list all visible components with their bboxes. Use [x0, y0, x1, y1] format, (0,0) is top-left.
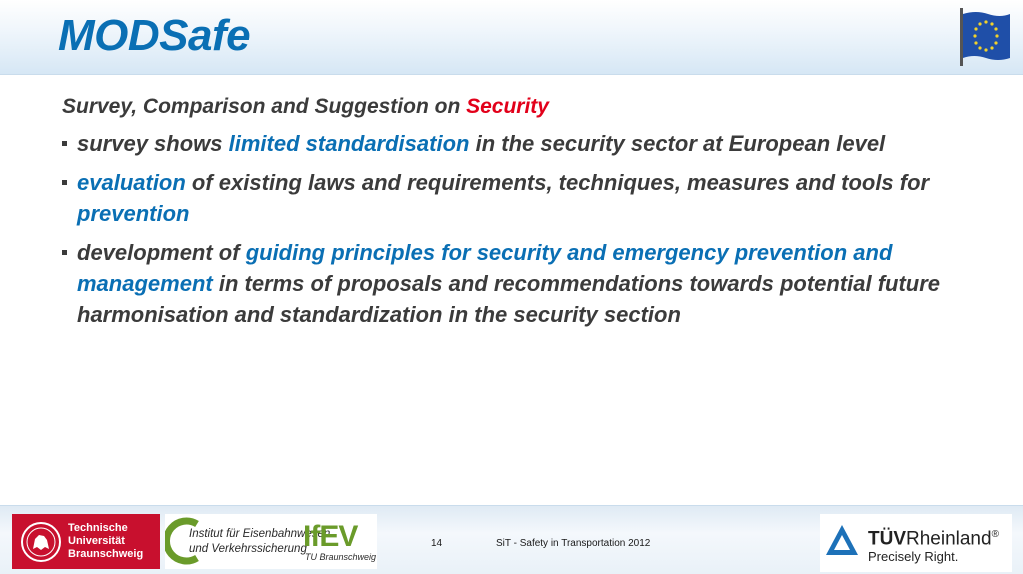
tuv-brand-name — [868, 523, 999, 551]
page-number: 14 — [431, 538, 443, 549]
tuv-triangle-icon — [824, 523, 860, 559]
ifev-logo — [165, 514, 377, 569]
bullet-square-icon — [62, 250, 67, 255]
tuv-name-rest: Rheinland — [906, 528, 992, 550]
tuv-name-bold: TÜV — [868, 528, 906, 550]
slide-content — [62, 92, 1002, 338]
bullet-square-icon — [62, 141, 67, 146]
bullet-highlight: guiding principles for security and emergency prevention and management — [77, 240, 893, 296]
bullet-item-survey — [62, 128, 1002, 159]
bullet-text: survey shows — [77, 131, 229, 156]
bullet-text: in the security sector at European level — [469, 131, 886, 156]
bullet-square-icon — [62, 180, 67, 185]
lion-seal-icon — [20, 521, 62, 563]
tu-logo-line: Technische — [68, 522, 128, 534]
bullet-item-development — [62, 237, 1002, 330]
tuv-slogan: Precisely Right. — [868, 549, 959, 564]
ifev-sub-text: TU Braunschweig — [305, 552, 377, 562]
ifev-c-mark-icon — [165, 516, 201, 566]
eu-flag-icon — [958, 8, 1012, 66]
subtitle-prefix: Survey, Comparison and Suggestion on — [62, 95, 467, 118]
bullet-list — [62, 128, 1002, 330]
tu-logo-line: Universität — [68, 535, 125, 547]
tu-logo-line: Braunschweig — [68, 548, 144, 560]
tuv-rheinland-logo — [820, 514, 1012, 572]
registered-mark: ® — [991, 529, 999, 540]
slide-header — [0, 0, 1023, 75]
bullet-text: development of — [77, 240, 246, 265]
ifev-name-line: Institut für Eisenbahnwesen — [189, 528, 331, 540]
tu-braunschweig-logo — [12, 514, 160, 569]
bullet-item-evaluation — [62, 167, 1002, 229]
slide-title: MODSafe — [58, 11, 251, 60]
bullet-highlight: evaluation — [77, 170, 186, 195]
slide-subtitle — [62, 92, 1002, 122]
bullet-highlight: limited standardisation — [228, 131, 470, 156]
footer-event-text: SiT - Safety in Transportation 2012 — [496, 538, 651, 549]
bullet-highlight: prevention — [77, 201, 190, 226]
bullet-text: in terms of proposals and recommendations towards potential future harmonisation and standardization in the security section — [77, 271, 941, 327]
slide-footer — [0, 505, 1023, 574]
ifev-abbreviation: IfEV — [303, 520, 358, 553]
subtitle-highlight: Security — [466, 95, 549, 118]
ifev-name-line: und Verkehrssicherung — [189, 543, 307, 555]
bullet-text: of existing laws and requirements, techniques, measures and tools for — [185, 170, 930, 195]
tu-logo-text — [68, 522, 143, 561]
